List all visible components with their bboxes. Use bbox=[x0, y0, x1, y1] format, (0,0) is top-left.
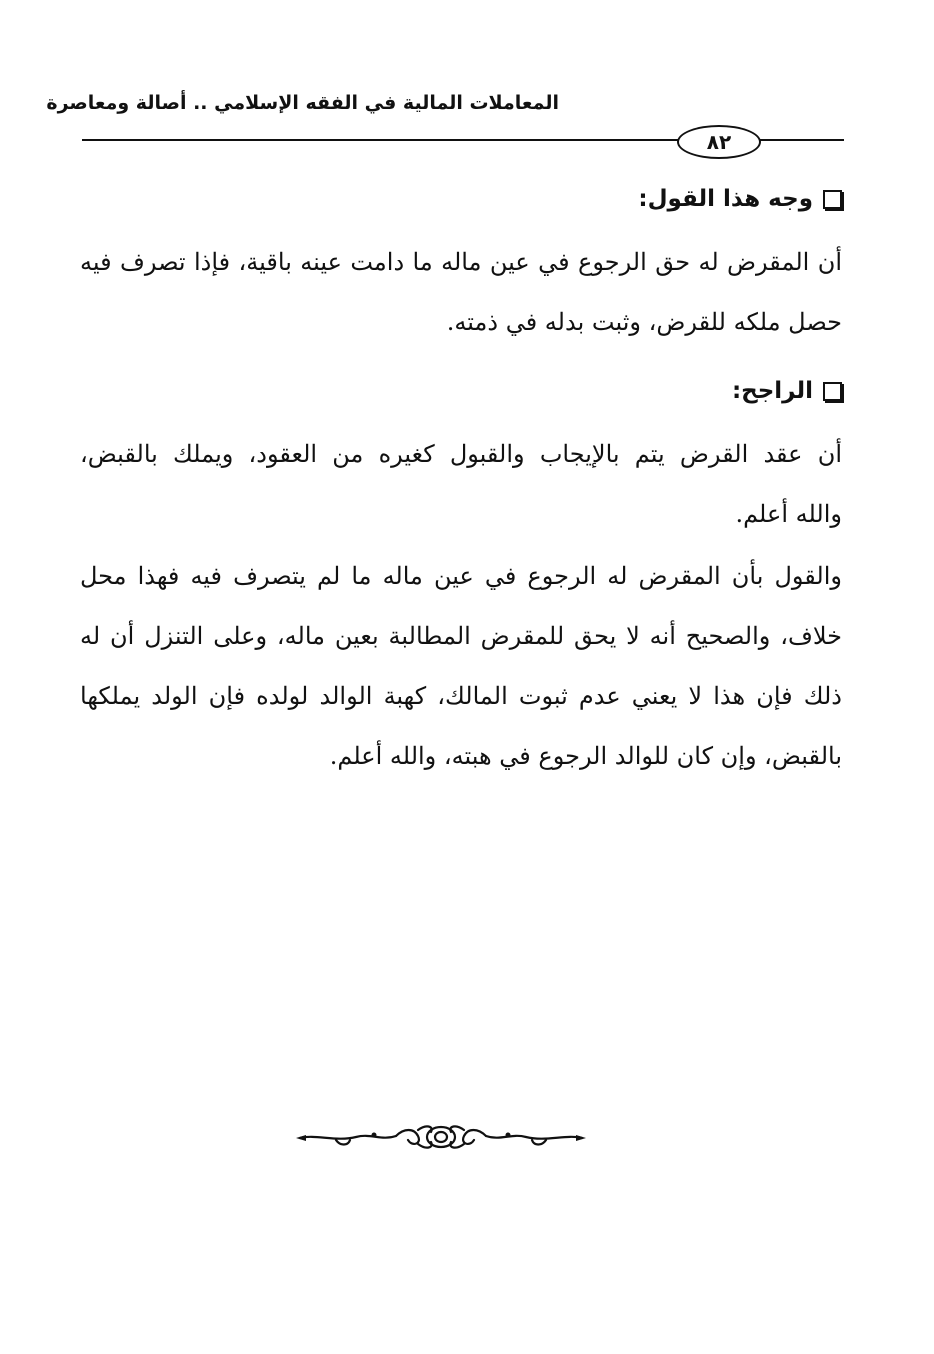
paragraph-line: حصل ملكه للقرض، وثبت بدله في ذمته. bbox=[446, 308, 842, 336]
paragraph-line: بالقبض، وإن كان للوالد الرجوع في هبته، والله أعلم. bbox=[329, 742, 842, 770]
page-number-badge bbox=[677, 125, 761, 159]
paragraph-preferred-view bbox=[80, 424, 842, 544]
section-heading-label: وجه هذا القول: bbox=[638, 186, 813, 212]
checkbox-bullet-icon bbox=[823, 190, 842, 209]
section-heading-justification bbox=[638, 186, 842, 212]
paragraph-line: خلاف، والصحيح أنه لا يحق للمقرض المطالبة بعين ماله، وعلى التنزل أن له bbox=[80, 622, 842, 650]
end-of-section-ornament-icon bbox=[296, 1120, 586, 1154]
paragraph-line: والقول بأن المقرض له الرجوع في عين ماله ما لم يتصرف فيه فهذا محل bbox=[80, 562, 842, 590]
page-number: ٨٢ bbox=[706, 130, 732, 154]
paragraph-closing-discussion bbox=[80, 546, 842, 786]
section-heading-preferred-view bbox=[732, 378, 842, 404]
paragraph-line: ذلك فإن هذا لا يعني عدم ثبوت المالك، كهبة الوالد لولده فإن الولد يملكها bbox=[80, 682, 842, 710]
paragraph-justification bbox=[80, 232, 842, 352]
paragraph-line: أن المقرض له حق الرجوع في عين ماله ما دامت عينه باقية، فإذا تصرف فيه bbox=[80, 248, 842, 276]
paragraph-line: والله أعلم. bbox=[735, 500, 842, 528]
checkbox-bullet-icon bbox=[823, 382, 842, 401]
running-header-title: المعاملات المالية في الفقه الإسلامي .. أصالة ومعاصرة bbox=[46, 92, 559, 114]
section-heading-label: الراجح: bbox=[731, 378, 813, 404]
paragraph-line: أن عقد القرض يتم بالإيجاب والقبول كغيره من العقود، ويملك بالقبض، bbox=[80, 440, 842, 468]
